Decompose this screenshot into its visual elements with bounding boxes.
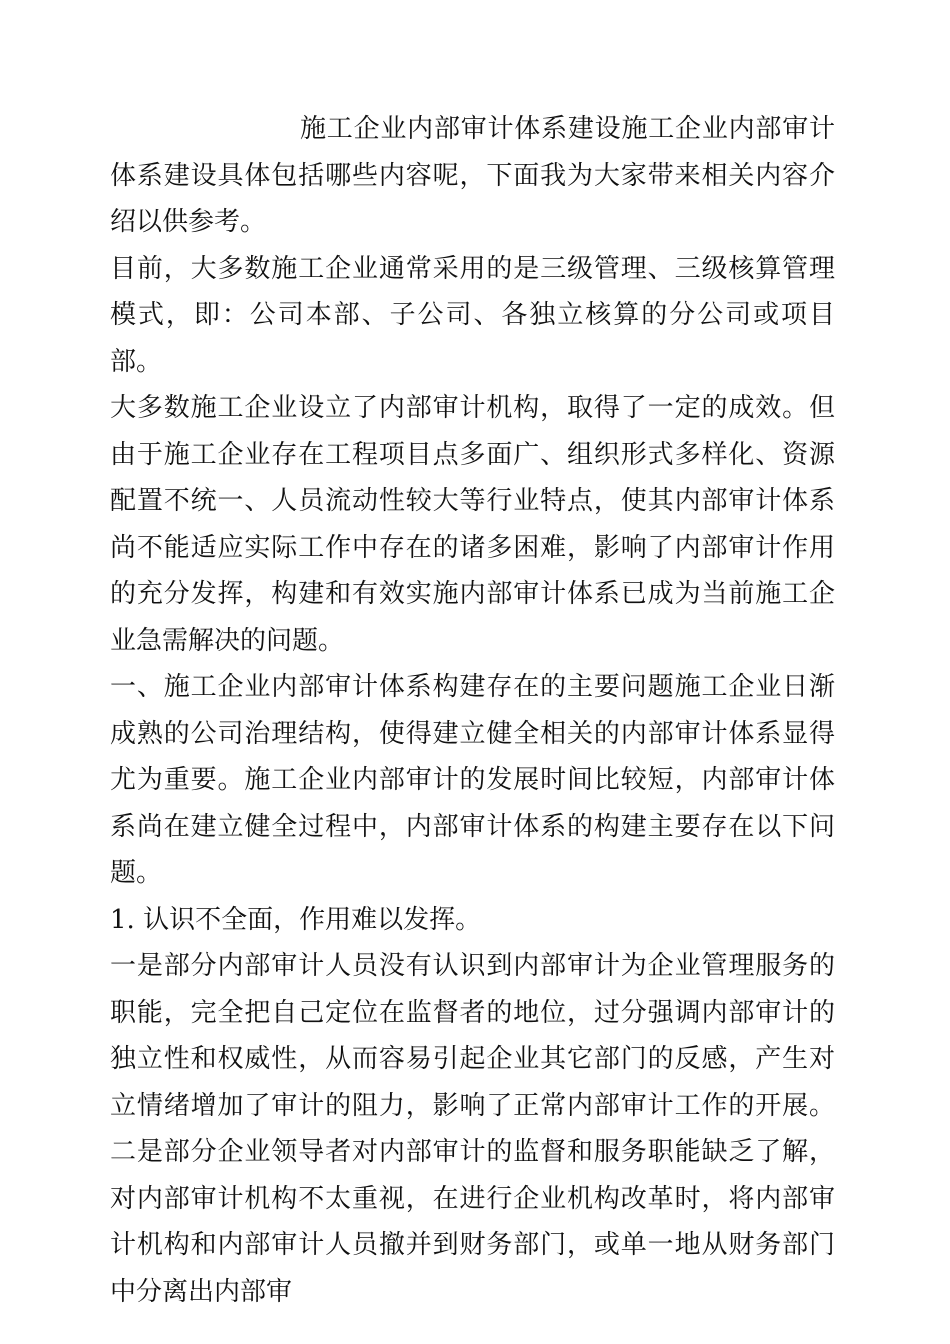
- intro-paragraph: 施工企业内部审计体系建设施工企业内部审计体系建设具体包括哪些内容呢，下面我为大家带来相关内容介绍以供参考。: [110, 114, 835, 237]
- subheading-incomplete-understanding: 1. 认识不全面，作用难以发挥。: [110, 904, 482, 935]
- paragraph-problem-details: 一是部分内部审计人员没有认识到内部审计为企业管理服务的职能，完全把自己定位在监督者的地位，过分强调内部审计的独立性和权威性，从而容易引起企业其它部门的反感，产生对立情绪增加了审计的阻力，影响了正常内部审计工作的开展。二是部分企业领导者对内部审计的监督和服务职能缺乏了解，对内部审计机构不太重视，在进行企业机构改革时，将内部审计机构和内部审计人员撤并到财务部门，或单一地从财务部门中分离出内部审: [110, 951, 835, 1307]
- document-body: [110, 106, 835, 1315]
- paragraph-management-mode: 目前，大多数施工企业通常采用的是三级管理、三级核算管理模式，即：公司本部、子公司、各独立核算的分公司或项目部。: [110, 253, 835, 377]
- section-heading-main-problems: 一、施工企业内部审计体系构建存在的主要问题施工企业日渐成熟的公司治理结构，使得建立健全相关的内部审计体系显得尤为重要。施工企业内部审计的发展时间比较短，内部审计体系尚在建立健全过程中，内部审计体系的构建主要存在以下问题。: [110, 672, 835, 888]
- paragraph-audit-status: 大多数施工企业设立了内部审计机构，取得了一定的成效。但由于施工企业存在工程项目点多面广、组织形式多样化、资源配置不统一、人员流动性较大等行业特点，使其内部审计体系尚不能适应实际工作中存在的诸多困难，影响了内部审计作用的充分发挥，构建和有效实施内部审计体系已成为当前施工企业急需解决的问题。: [110, 393, 835, 656]
